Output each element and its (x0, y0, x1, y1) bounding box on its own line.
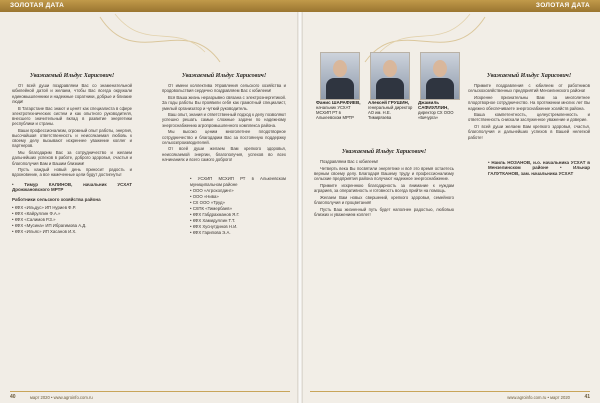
list-item: • КФХ Габдрахманов Я.Г. (190, 212, 240, 218)
paragraph: Вся Ваша жизнь неразрывно связана с электроэнергетикой. За годы работы Вы проявили себя как грамотный специалист, умелый организатор и чуткий руководитель. (162, 95, 286, 111)
column-4 (468, 74, 590, 178)
page-number: 40 (10, 394, 16, 400)
paragraph: Искренне признательны Вам за многолетнее плодотворное сотрудничество. На протяжении многих лет Вы надежно обеспечиваете энергоснабжение хозяйств района. (468, 95, 590, 111)
footer-text: март 2020 • www.agroinfo.com.ru (30, 395, 93, 400)
header-band-left: ЗОЛОТАЯ ДАТА (0, 0, 300, 12)
paragraph: Пусть каждый новый день приносит радость и вдохновение, а все намеченные цели будут достигнуты! (12, 167, 132, 178)
list-item: • УСХИП МСХИП РТ в Алькеевском муниципальном районе (190, 176, 286, 188)
portrait-caption (316, 100, 362, 120)
portrait-caption (368, 100, 414, 120)
paragraph: Ваш опыт, знания и ответственный подход к делу позволяют успешно решать самые сложные задачи по надежному энергоснабжению агропромышленного комплекса района. (162, 112, 286, 128)
portrait-caption (418, 100, 464, 120)
column-2 (162, 74, 286, 236)
list-item: • КФХ Хуснутдинов Н.И. (190, 224, 238, 230)
paragraph: Мы высоко ценим многолетнее плодотворное сотрудничество и благодарим Вас за постоянную поддержку сельхозпроизводителей. (162, 129, 286, 145)
greeting-heading: Уважаемый Ильдус Харисович! (29, 73, 115, 79)
list-item: • СХПК «Тимербаев» (190, 206, 232, 212)
signers-list (12, 205, 132, 235)
header-band-right: ЗОЛОТАЯ ДАТА (300, 0, 600, 12)
portrait-photo (370, 52, 410, 100)
person-role: генеральный директор АО им. Н.Е. Тимирязева (368, 105, 413, 120)
footer-text: www.agroinfo.com.ru • март 2020 (507, 395, 570, 400)
footer-left (0, 392, 300, 403)
list-item: • ООО «Агрохолдинг» (190, 188, 234, 194)
person-role: начальник УСХАТ МСХИП РТ в Алькеевском МРТР (316, 105, 354, 120)
list-item: • ООО «Нива» (190, 194, 219, 200)
paragraph: От всей души желаем Вам крепкого здоровья, неиссякаемой энергии, благополучия, успехов во всех начинаниях и всего самого доброго! (162, 146, 286, 162)
list-item: • КФХ «Мусина» ИП Ибрагимова А.Д. (12, 223, 87, 229)
person-name: Фанис ШАРАФИЕВ, (316, 100, 361, 105)
paragraph: От всей души желаем Вам крепкого здоровья, счастья, благополучия и дальнейших успехов в Вашей нелегкой работе! (468, 124, 590, 140)
list-item: • КФХ Гарипова Э.А. (190, 230, 231, 236)
subheading: Работники сельского хозяйства района (12, 196, 101, 202)
paragraph: Мы благодарим Вас за сотрудничество и желаем дальнейших успехов в работе, доброго здоровья, счастья и благополучия Вам и Вашим близким! (12, 150, 132, 166)
paragraph: От всей души поздравляем Вас со знаменательной юбилейной датой и желаем, чтобы Вас всегда окружали единомышленники и надежные соратники, добрые и близкие люди! (12, 83, 132, 104)
page-spine (297, 0, 303, 403)
portrait-photo (320, 52, 360, 100)
greeting-heading: Уважаемый Ильдус Харисович! (486, 73, 572, 79)
list-item: • КФХ «Ильяс» ИП Хасанов И.Х. (12, 229, 77, 235)
signature: • Тимур КАЛИНОВ, начальник УСХАТ Дрожжановского МРТР (12, 181, 132, 193)
paragraph: Пусть Ваш жизненный путь будет наполнен радостью, любовью близких и уважением коллег! (314, 206, 454, 218)
person-name: Алексей ГРУШИН, (368, 100, 410, 105)
list-item: • КФХ Хамидуллин Т.Т. (190, 218, 236, 224)
greeting-heading: Уважаемый Ильдус Харисович! (181, 73, 267, 79)
list-item: • КФХ «Салимов Р.З.» (12, 217, 56, 223)
paragraph: От имени коллектива Управления сельского хозяйства и продовольствия сердечно поздравляем Вас с юбилеем! (162, 83, 286, 94)
column-3 (314, 150, 454, 219)
list-item: • КФХ «Ильдус» ИП Нуриев Ф.Р. (12, 205, 76, 211)
ornament-left (95, 12, 225, 72)
greeting-heading: Уважаемый Ильдус Харисович! (341, 149, 427, 155)
paragraph: Желаем Вам новых свершений, крепкого здоровья, семейного благополучия и процветания! (314, 194, 454, 206)
person-name: Джамиль САФИУЛЛИН, (418, 100, 449, 110)
portrait-photo (420, 52, 460, 100)
paragraph: В Татарстане Вас знают и ценят как специалиста в сфере электротехнических систем и как опытного руководителя, внесшего значительный вклад в развитие энергетики республики и страны. (12, 105, 132, 127)
column-1 (12, 74, 132, 235)
page-number: 41 (584, 394, 590, 400)
list-item: • КФХ «Кайруллин Ф.А.» (12, 211, 61, 217)
person-role: директор СХ ООО «Бичурга» (418, 110, 454, 120)
footer-right (300, 392, 600, 403)
paragraph: Примите поздравления с юбилеем от работников сельскохозяйственных предприятий Мензелинского района! (468, 83, 590, 94)
paragraph: Примите искреннюю благодарность за внимание к нуждам аграриев, за оперативность и готовность всегда прийти на помощь. (314, 183, 454, 194)
signature: • Наиль НОЗАНОВ, и.о. начальника УСХАТ в Мензелинском районе • Ильнар ГАЛУТКАНОВ, зам. начальника УСХАТ (488, 159, 590, 176)
list-item: • СХ ООО «Труд» (190, 200, 225, 206)
paragraph: Ваши профессионализм, огромный опыт работы, энергия, высочайшая ответственность и неиссякаемая любовь к своему делу вызывают искреннее уважение коллег и партнеров. (12, 127, 132, 149)
paragraph: Четверть века Вы посвятили энергетике и всё это время остаетесь верным своему делу. Благодаря Вашему труду и профессионализму сельские предприятия района получают надежное энергоснабжение. (314, 165, 454, 182)
paragraph: Ваша компетентность, целеустремленность и ответственность снискали заслуженное уважение и доверие. (468, 112, 590, 123)
signers-list (190, 176, 286, 236)
paragraph: Поздравляем Вас с юбилеем! (320, 159, 379, 165)
